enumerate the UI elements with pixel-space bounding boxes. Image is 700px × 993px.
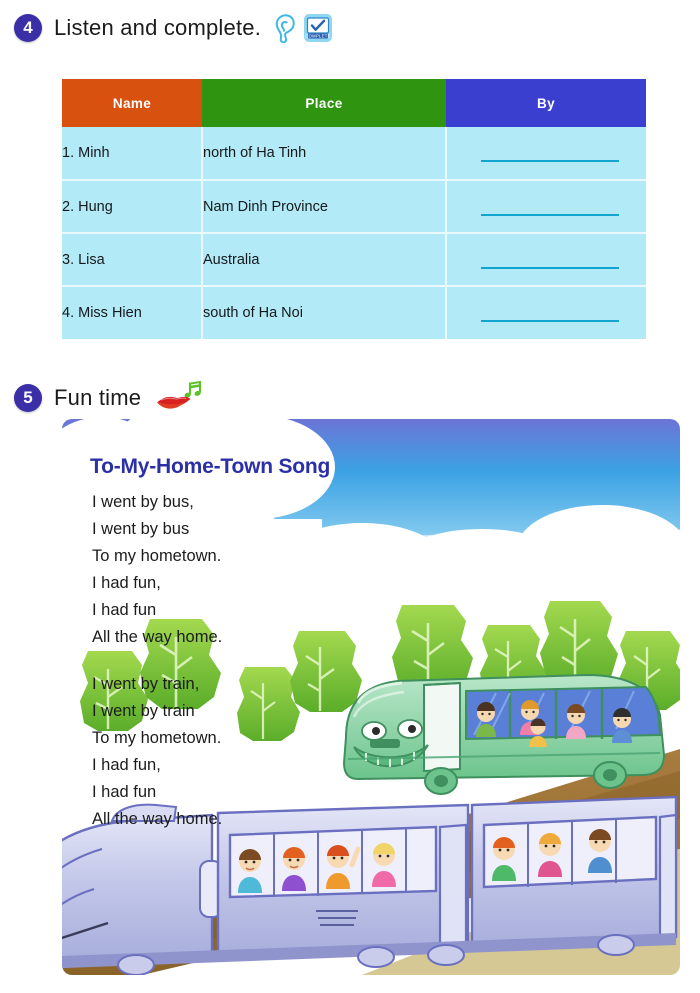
answer-blank-4[interactable] bbox=[481, 320, 619, 322]
lyric-line: To my hometown. bbox=[92, 547, 222, 565]
table-row bbox=[62, 233, 646, 286]
lyric-line: I had fun bbox=[92, 783, 157, 801]
complete-checkbox-icon bbox=[303, 13, 333, 43]
cell-place-2: Nam Dinh Province bbox=[202, 180, 446, 233]
lyric-line: I had fun, bbox=[92, 574, 161, 592]
cell-name-2: 2. Hung bbox=[62, 180, 202, 233]
lyric-line: I had fun bbox=[92, 601, 157, 619]
bus bbox=[344, 675, 664, 794]
table-header-by: By bbox=[446, 79, 646, 127]
cell-name-1: 1. Minh bbox=[62, 127, 202, 180]
lips-icon bbox=[155, 381, 207, 415]
lyric-line: I went by bus bbox=[92, 520, 190, 538]
verse-2 bbox=[92, 671, 332, 833]
answer-blank-2[interactable] bbox=[481, 214, 619, 216]
answer-blank-3[interactable] bbox=[481, 267, 619, 269]
cell-place-1: north of Ha Tinh bbox=[202, 127, 446, 180]
cell-by-2[interactable] bbox=[446, 180, 646, 233]
song-lyrics bbox=[92, 489, 332, 833]
cell-place-3: Australia bbox=[202, 233, 446, 286]
lyric-line: To my hometown. bbox=[92, 729, 222, 747]
table-header-name: Name bbox=[62, 79, 202, 127]
table-row bbox=[62, 180, 646, 233]
complete-icon-label: COMPLETE bbox=[305, 33, 331, 39]
answer-blank-1[interactable] bbox=[481, 160, 619, 162]
table-row bbox=[62, 127, 646, 180]
lyric-line: I had fun, bbox=[92, 756, 161, 774]
cell-by-1[interactable] bbox=[446, 127, 646, 180]
lyric-line: All the way home. bbox=[92, 628, 223, 646]
table-row bbox=[62, 286, 646, 339]
listen-and-complete-table bbox=[62, 79, 646, 339]
cell-name-3: 3. Lisa bbox=[62, 233, 202, 286]
song-title: To-My-Home-Town Song bbox=[90, 455, 331, 478]
cell-by-3[interactable] bbox=[446, 233, 646, 286]
cell-by-4[interactable] bbox=[446, 286, 646, 339]
music-note-icon bbox=[184, 382, 201, 398]
section-title-5: Fun time bbox=[54, 385, 142, 410]
lyric-line: I went by bus, bbox=[92, 493, 194, 511]
lyric-line: All the way home. bbox=[92, 810, 223, 828]
section-title-4: Listen and complete. bbox=[54, 15, 262, 40]
section-number-badge-5: 5 bbox=[14, 384, 42, 412]
cell-name-4: 4. Miss Hien bbox=[62, 286, 202, 339]
lyric-line: I went by train, bbox=[92, 675, 200, 693]
ear-icon bbox=[271, 13, 297, 43]
section-number-badge-4: 4 bbox=[14, 14, 42, 42]
section-heading-5 bbox=[14, 381, 207, 415]
table-header-place: Place bbox=[202, 79, 446, 127]
table-header-row bbox=[62, 79, 646, 127]
verse-1 bbox=[92, 489, 332, 651]
section-heading-4 bbox=[14, 13, 333, 43]
lyric-line: I went by train bbox=[92, 702, 195, 720]
cell-place-4: south of Ha Noi bbox=[202, 286, 446, 339]
